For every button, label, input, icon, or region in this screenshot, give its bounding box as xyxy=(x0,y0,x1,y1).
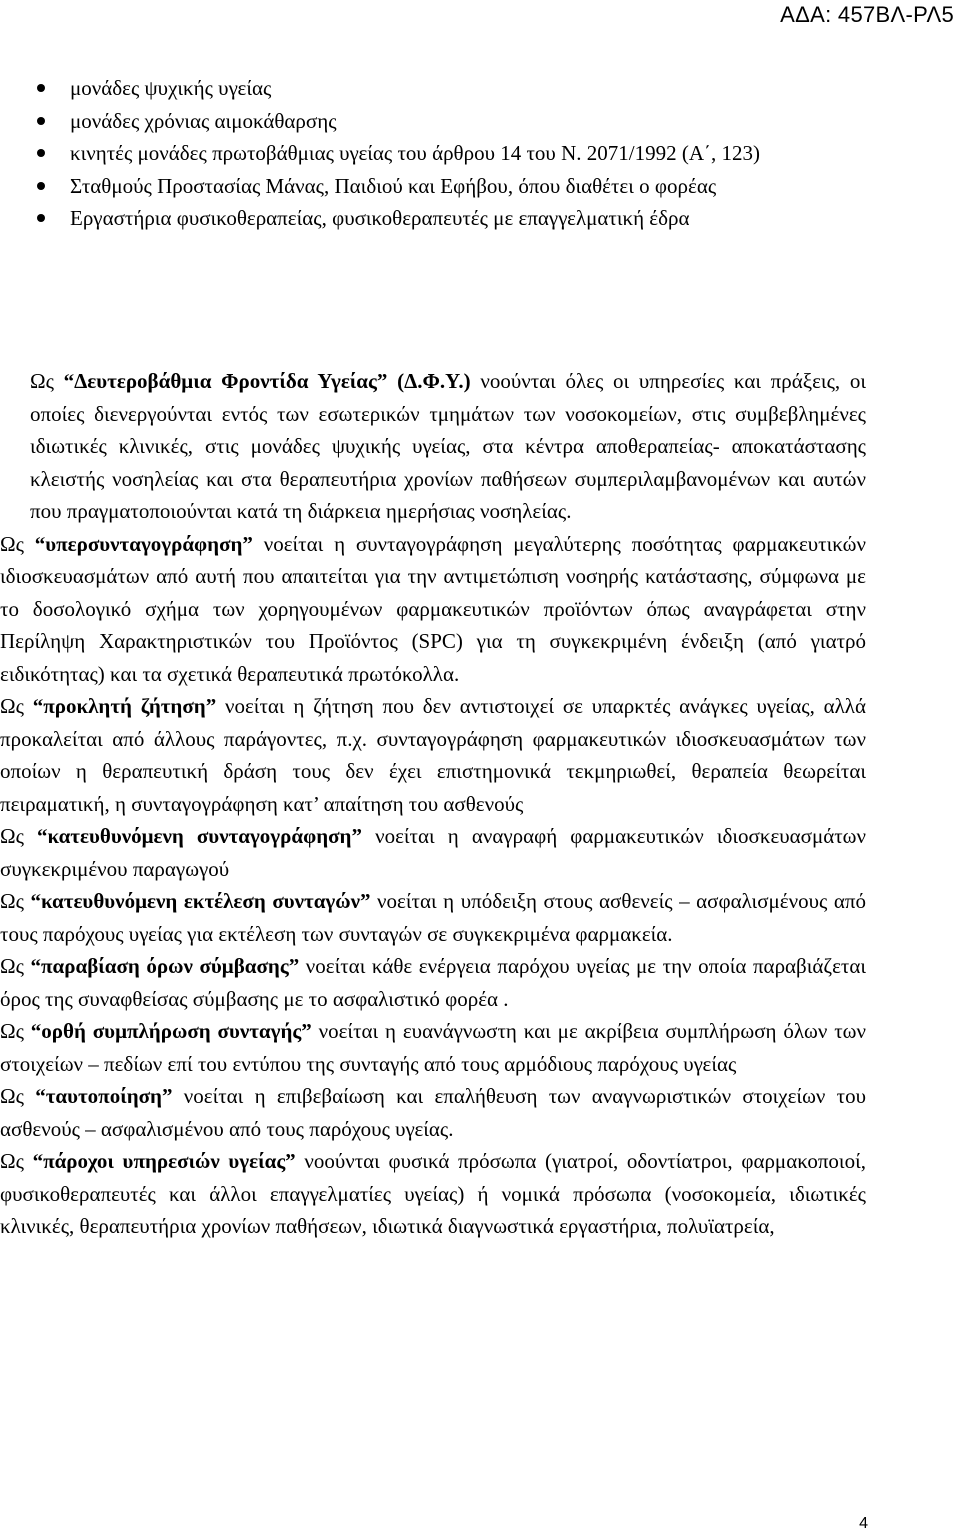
bullet-item: μονάδες ψυχικής υγείας xyxy=(0,72,960,105)
definition-paragraph xyxy=(0,365,866,528)
definition-paragraph xyxy=(0,1015,866,1080)
definition-term: “Δευτεροβάθμια Φροντίδα Υγείας” (Δ.Φ.Υ.) xyxy=(63,369,471,393)
definition-text: νοείται κάθε ενέργεια παρόχου υγείας με την οποία παραβιάζεται όρος της συναφθείσας σύμβασης με το ασφαλιστικό φορέα . xyxy=(0,954,866,1011)
definition-term: “κατευθυνόμενη εκτέλεση συνταγών” xyxy=(30,889,371,913)
definition-intro: Ως xyxy=(0,1019,31,1043)
definition-text: νοείται η υπόδειξη στους ασθενείς – ασφαλισμένους από τους παρόχους υγείας για εκτέλεση των συνταγών σε συγκεκριμένα φαρμακεία. xyxy=(0,889,866,946)
bullet-item: Εργαστήρια φυσικοθεραπείας, φυσικοθεραπευτές με επαγγελματική έδρα xyxy=(0,202,960,235)
definition-paragraph xyxy=(0,1145,866,1243)
definition-intro: Ως xyxy=(0,954,31,978)
definition-paragraph xyxy=(0,820,866,885)
definition-intro: Ως xyxy=(0,889,31,913)
definition-intro: Ως xyxy=(0,694,33,718)
definition-text: νοείται η συνταγογράφηση μεγαλύτερης ποσότητας φαρμακευτικών ιδιοσκευασμάτων από αυτή που απαιτείται για την αντιμετώπιση νοσηρής κατάστασης, σύμφωνα με το δοσολογικό σχήμα των χορηγουμένων φαρμακευτικών προϊόντων όπως αναγράφεται στην Περίληψη Χαρακτηριστικών του Προϊόντος (SPC) για τη συγκεκριμένη ένδειξη (από γιατρό ειδικότητας) και τα σχετικά θεραπευτικά πρωτόκολλα. xyxy=(0,531,866,686)
definition-term: “ορθή συμπλήρωση συνταγής” xyxy=(30,1019,312,1043)
definition-text: νοείται η ευανάγνωστη και με ακρίβεια συμπλήρωση όλων των στοιχείων – πεδίων επί του εντύπου της συνταγής από τους αρμόδιους παρόχους υγείας xyxy=(0,1019,866,1076)
definition-paragraph xyxy=(0,528,866,691)
page-number: 4 xyxy=(859,1515,868,1532)
definition-intro: Ως xyxy=(0,824,38,848)
definition-paragraph xyxy=(0,950,866,1015)
definition-intro: Ως xyxy=(0,531,35,556)
definition-term: “πάροχοι υπηρεσιών υγείας” xyxy=(32,1149,296,1173)
definition-paragraph xyxy=(0,1080,866,1145)
definition-term: “παραβίαση όρων σύμβασης” xyxy=(30,954,300,978)
definition-text: νοείται η ζήτηση που δεν αντιστοιχεί σε υπαρκτές ανάγκες υγείας, αλλά προκαλείται από άλλους παράγοντες, π.χ. συνταγογράφηση φαρμακευτικών ιδιοσκευασμάτων των οποίων η θεραπευτική δράση τους δεν έχει επιστημονικά τεκμηριωθεί, θεραπεία θεωρείται πειραματική, η συνταγογράφηση κατ’ απαίτηση του ασθενούς xyxy=(0,694,866,816)
definition-term: “υπερσυνταγογράφηση” xyxy=(34,531,253,556)
bullet-item: κινητές μονάδες πρωτοβάθμιας υγείας του άρθρου 14 του Ν. 2071/1992 (Α΄, 123) xyxy=(0,137,960,170)
definition-paragraph xyxy=(0,885,866,950)
definition-text: νοούνται όλες οι υπηρεσίες και πράξεις, οι οποίες διενεργούνται εντός των εσωτερικών τμημάτων των νοσοκομείων, στις συμβεβλημένες ιδιωτικές κλινικές, στις μονάδες ψυχικής υγείας, στα κέντρα αποθεραπείας- αποκατάστασης κλειστής νοσηλείας και στα θεραπευτήρια χρονίων παθήσεων συμπεριλαμβανομένων και αυτών που πραγματοποιούνται κατά τη διάρκεια ημερήσιας νοσηλείας. xyxy=(30,369,866,523)
definition-term: “κατευθυνόμενη συνταγογράφηση” xyxy=(37,824,362,848)
definition-text: νοείται η επιβεβαίωση και επαλήθευση των αναγνωριστικών στοιχείων του ασθενούς – ασφαλισμένου από τους παρόχους υγείας. xyxy=(0,1084,866,1141)
definition-intro: Ως xyxy=(0,1149,33,1173)
definition-text: νοούνται φυσικά πρόσωπα (γιατροί, οδοντίατροι, φαρμακοποιοί, φυσικοθεραπευτές και άλλοι επαγγελματίες υγείας) ή νομικά πρόσωπα (νοσοκομεία, ιδιωτικές κλινικές, θεραπευτήρια χρονίων παθήσεων, ιδιωτικά διαγνωστικά εργαστήρια, πολυϊατρεία, xyxy=(0,1149,866,1238)
definition-text: νοείται η αναγραφή φαρμακευτικών ιδιοσκευασμάτων συγκεκριμένου παραγωγού xyxy=(0,824,866,881)
bullet-item: Σταθμούς Προστασίας Μάνας, Παιδιού και Εφήβου, όπου διαθέτει ο φορέας xyxy=(0,170,960,203)
definition-paragraph xyxy=(0,690,866,820)
document-id: ΑΔΑ: 457ΒΛ-ΡΛ5 xyxy=(780,2,954,27)
definition-intro: Ως xyxy=(0,1084,36,1108)
bullet-list xyxy=(0,72,960,235)
definition-term: “ταυτοποίηση” xyxy=(35,1084,173,1108)
definition-term: “προκλητή ζήτηση” xyxy=(32,694,217,718)
definition-intro: Ως xyxy=(30,369,64,393)
bullet-item: μονάδες χρόνιας αιμοκάθαρσης xyxy=(0,105,960,138)
definitions-body xyxy=(0,365,866,1243)
